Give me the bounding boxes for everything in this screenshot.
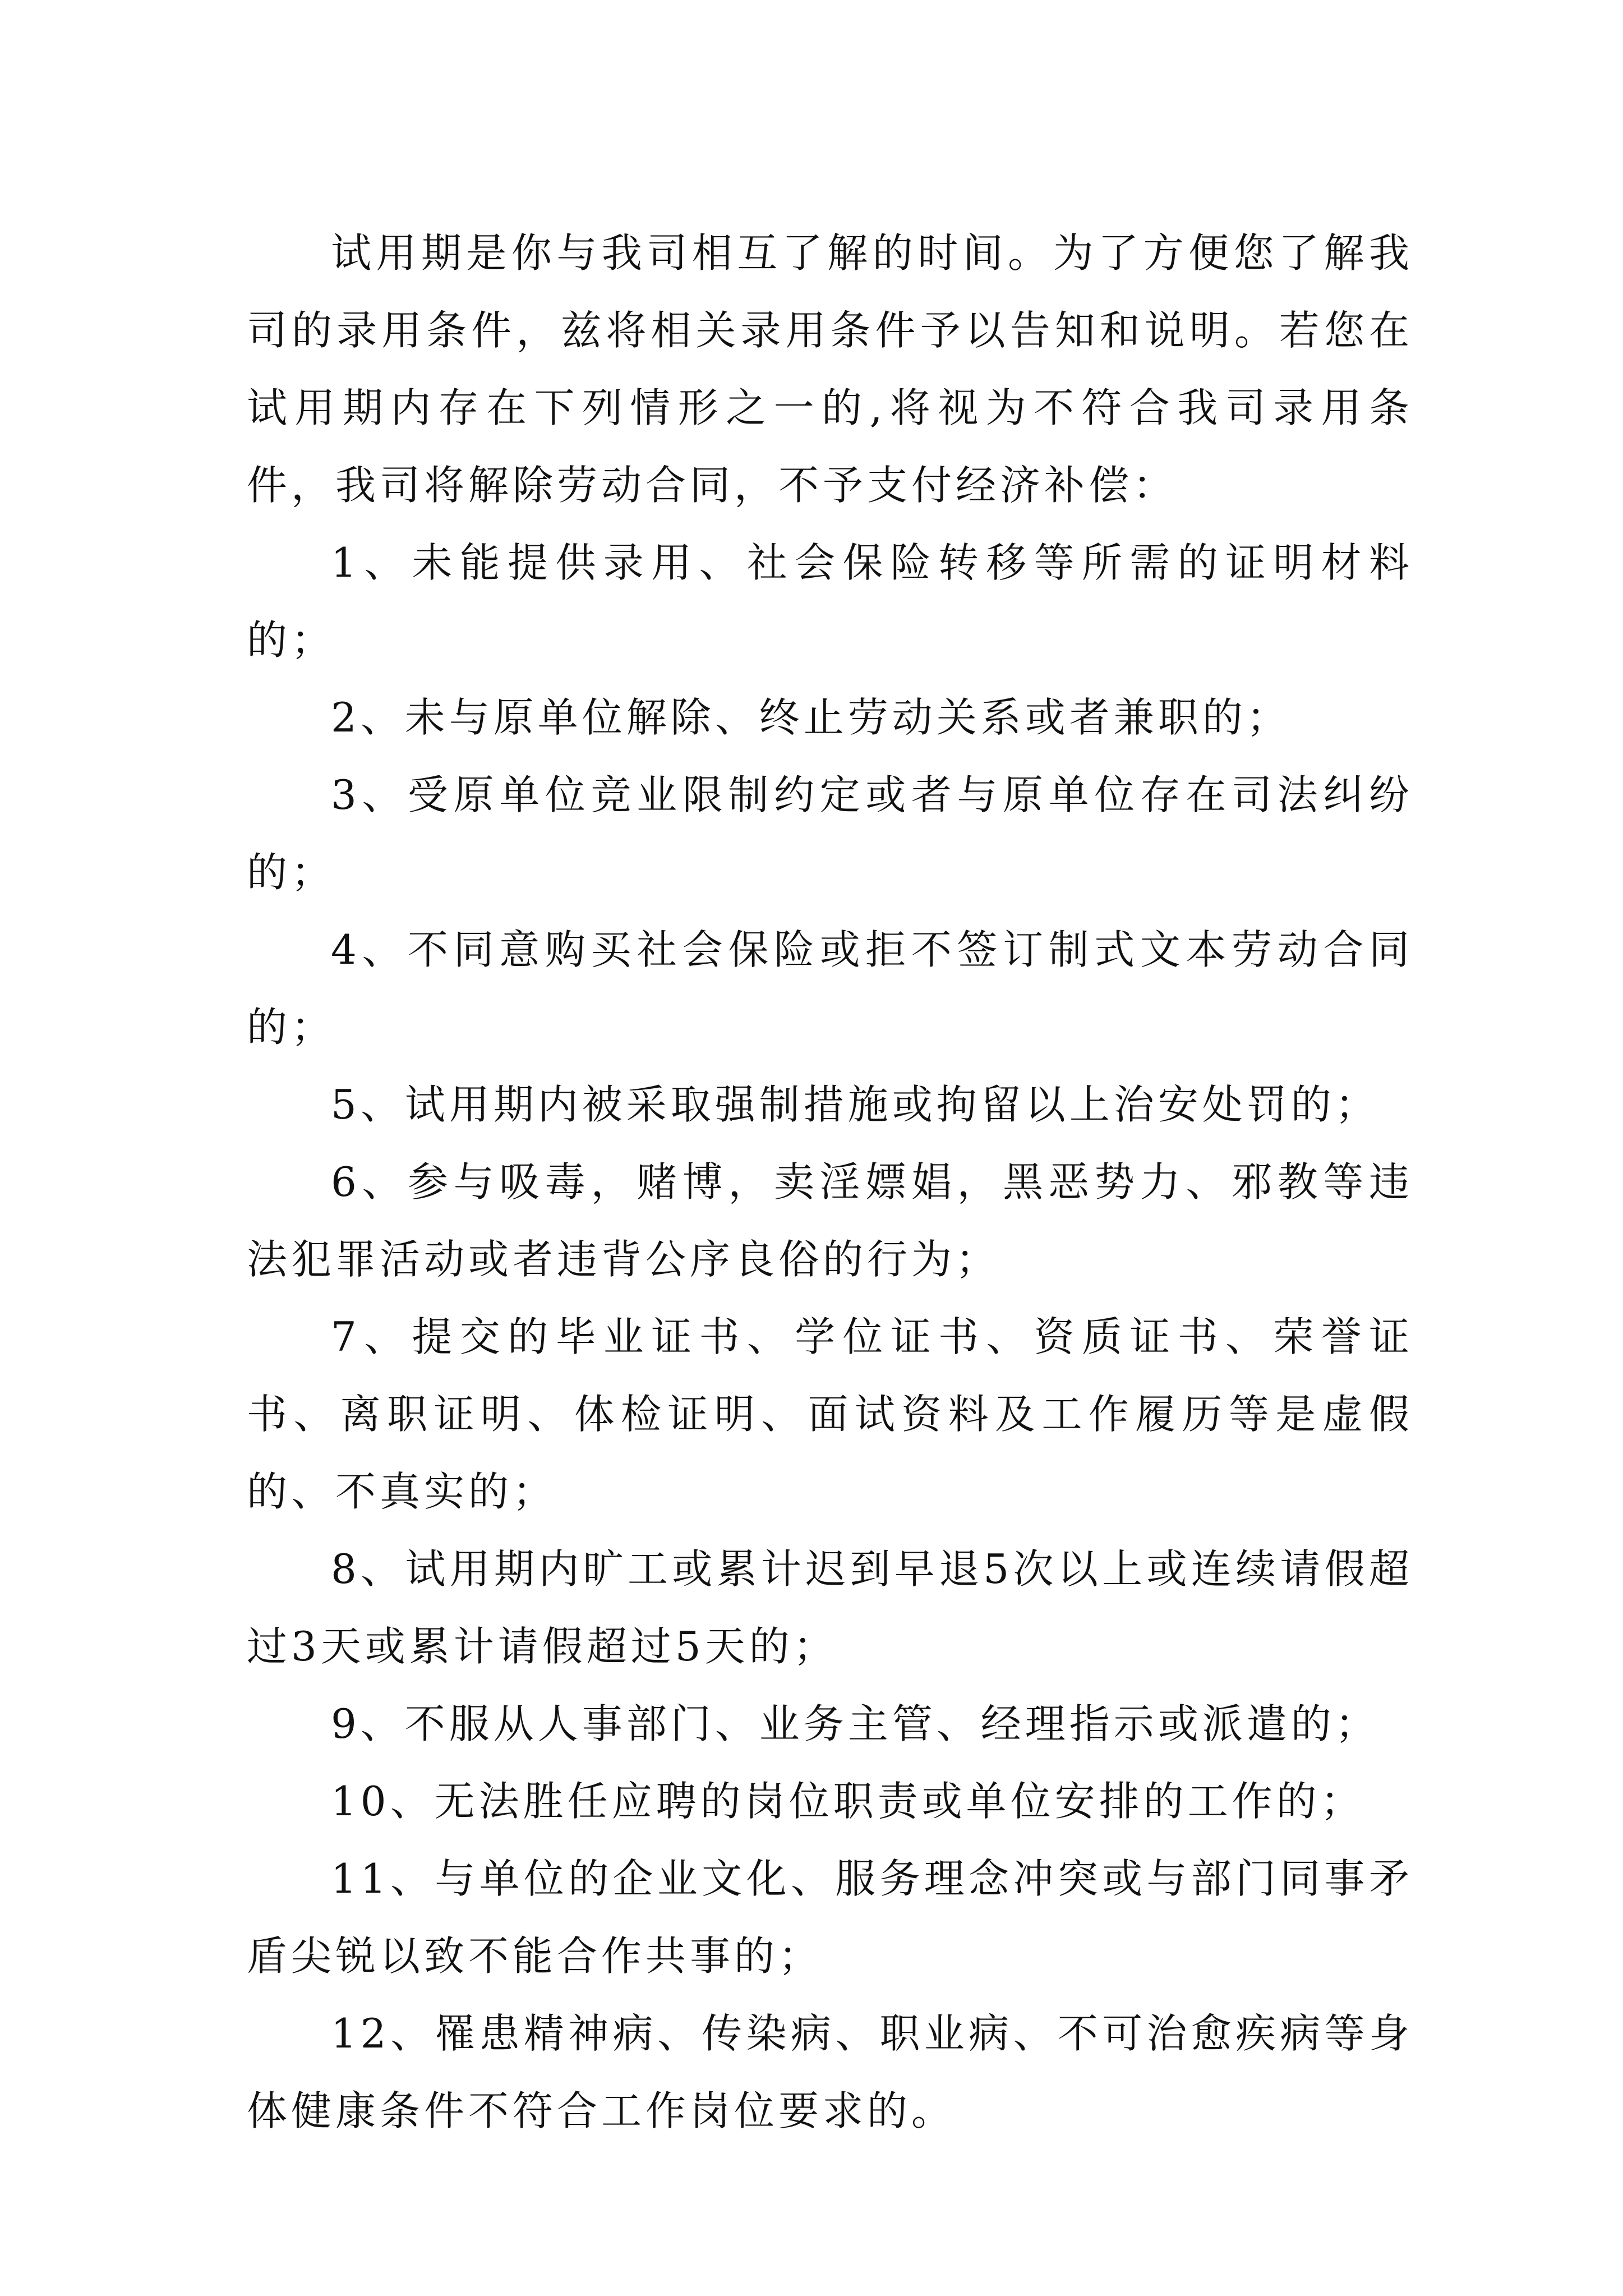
list-item: 9、不服从人事部门、业务主管、经理指示或派遣的；	[331, 1700, 1380, 1747]
intro-paragraph: 试用期是你与我司相互了解的时间。为了方便您了解我司的录用条件，兹将相关录用条件予以告知和说明。若您在试用期内存在下列情形之一的,将视为不符合我司录用条件，我司将解除劳动合同，不予支付经济补偿：	[247, 229, 1413, 509]
list-item: 2、未与原单位解除、终止劳动关系或者兼职的；	[331, 694, 1291, 741]
list-item: 3、受原单位竞业限制约定或者与原单位存在司法纠纷的；	[247, 771, 1413, 896]
list-item: 5、试用期内被采取强制措施或拘留以上治安处罚的；	[331, 1081, 1380, 1128]
list-item: 8、试用期内旷工或累计迟到早退5次以上或连续请假超过3天或累计请假超过5天的；	[247, 1545, 1413, 1670]
list-item: 7、提交的毕业证书、学位证书、资质证书、荣誉证书、离职证明、体检证明、面试资料及工作履历等是虚假的、不真实的；	[247, 1313, 1413, 1515]
list-item: 10、无法胜任应聘的岗位职责或单位安排的工作的；	[331, 1778, 1365, 1825]
list-item: 4、不同意购买社会保险或拒不签订制式文本劳动合同的；	[247, 926, 1413, 1051]
list-item: 6、参与吸毒，赌博，卖淫嫖娼，黑恶势力、邪教等违法犯罪活动或者违背公序良俗的行为；	[247, 1158, 1413, 1283]
list-item: 11、与单位的企业文化、服务理念冲突或与部门同事矛盾尖锐以致不能合作共事的；	[247, 1855, 1413, 1980]
list-item: 1、未能提供录用、社会保险转移等所需的证明材料的；	[247, 539, 1413, 664]
document-body	[247, 214, 1413, 2150]
list-item: 12、罹患精神病、传染病、职业病、不可治愈疾病等身体健康条件不符合工作岗位要求的。	[247, 2010, 1413, 2134]
